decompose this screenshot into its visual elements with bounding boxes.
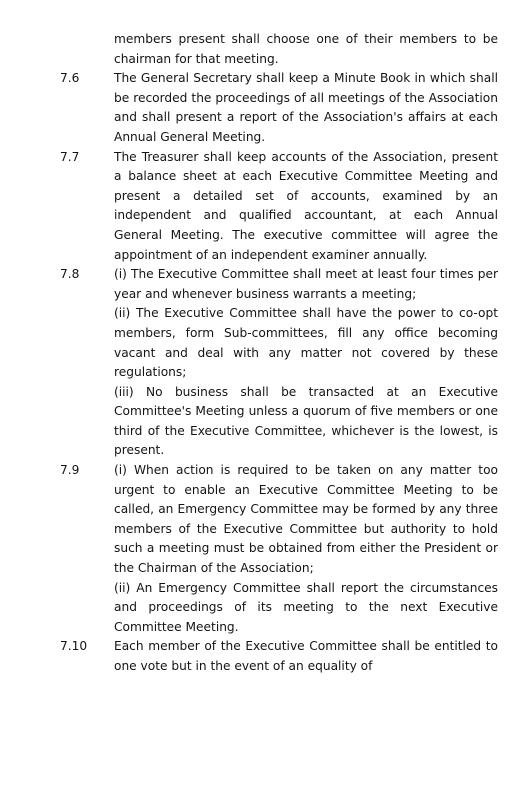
clause-body [114, 265, 498, 461]
clause-paragraph-ii: (ii) An Emergency Committee shall report the circumstances and proceedings of its meeting to the next Executive Committee Meeting. [114, 580, 498, 634]
clause-paragraph: Each member of the Executive Committee shall be entitled to one vote but in the event of an equality of [114, 639, 498, 673]
clause-number: 7.8 [60, 267, 80, 282]
clause-paragraph-i: (i) When action is required to be taken on any matter too urgent to enable an Executive Committee Meeting to be called, an Emergency Committee may be formed by any three members of the Executive Committee but authority to hold such a meeting must be obtained from either the President or the Chairman of the Association; [114, 463, 498, 576]
clause-paragraph: The Treasurer shall keep accounts of the Association, present a balance sheet at each Executive Committee Meeting and present a detailed set of accounts, examined by an independent and qualified accountant, at each Annual General Meeting. The executive committee will agree the appointment of an independent examiner annually. [114, 149, 498, 262]
clause-7-8 [0, 265, 528, 461]
clause-7-9 [0, 461, 528, 637]
clause-paragraph: The General Secretary shall keep a Minute Book in which shall be recorded the proceedings of all meetings of the Association and shall present a report of the Association's affairs at each Annual General Meeting. [114, 71, 498, 144]
clause-7-10 [0, 637, 528, 676]
document-page [0, 30, 528, 677]
clause-number: 7.10 [60, 639, 88, 654]
clause-number: 7.7 [60, 149, 80, 164]
continued-paragraph: members present shall choose one of their members to be chairman for that meeting. [114, 32, 498, 66]
clause-number: 7.6 [60, 71, 80, 86]
clause-body [114, 148, 498, 266]
clause-body [114, 461, 498, 637]
clause-number: 7.9 [60, 463, 80, 478]
clause-paragraph-iii: (iii) No business shall be transacted at an Executive Committee's Meeting unless a quorum of five members or one third of the Executive Committee, whichever is the lowest, is present. [114, 384, 498, 458]
clause-body [114, 69, 498, 147]
clause-7-6 [0, 69, 528, 147]
clause-paragraph-ii: (ii) The Executive Committee shall have the power to co-opt members, form Sub-committees, fill any office becoming vacant and deal with any matter not covered by these regulations; [114, 306, 498, 380]
clause-body [114, 637, 498, 676]
clause-7-7 [0, 148, 528, 266]
clause-paragraph-i: (i) The Executive Committee shall meet at least four times per year and whenever business warrants a meeting; [114, 267, 498, 301]
